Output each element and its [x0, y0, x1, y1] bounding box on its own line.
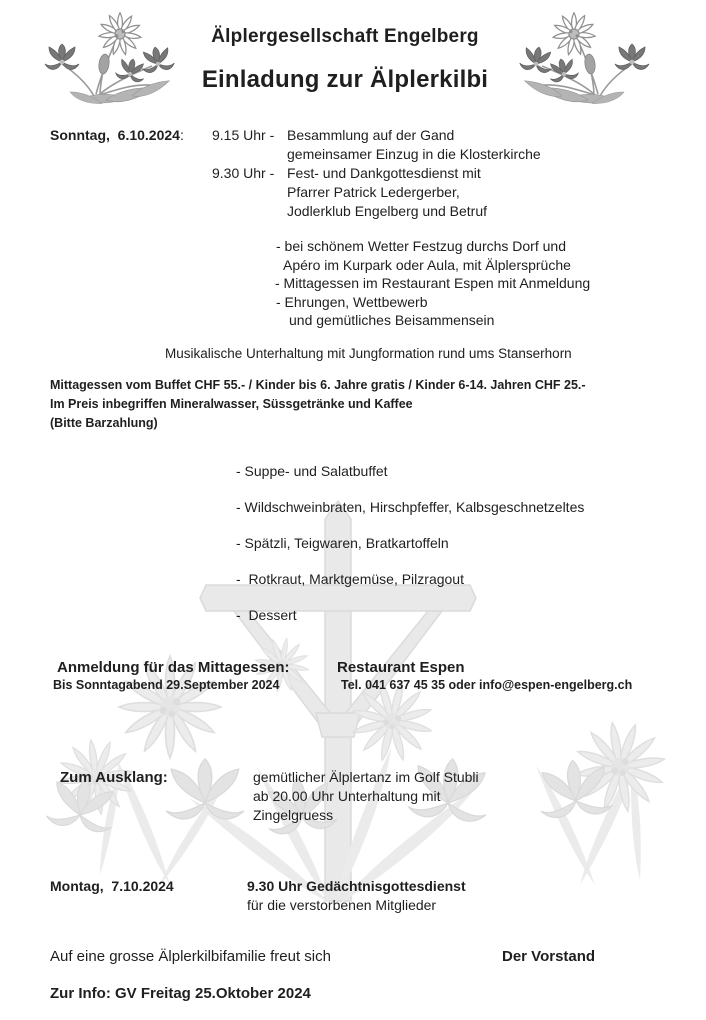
restaurant-name: Restaurant Espen	[337, 659, 465, 676]
signature: Der Vorstand	[502, 948, 596, 965]
evening-label: Zum Ausklang:	[60, 769, 168, 786]
page-title: Einladung zur Älplerkilbi	[201, 66, 489, 93]
evening-line: gemütlicher Älplertanz im Golf Stubli	[253, 769, 479, 785]
day2-date: Montag, 7.10.2024	[50, 878, 174, 894]
restaurant-contact: Tel. 041 637 45 35 oder info@espen-engelberg.ch	[341, 678, 633, 692]
bullet-line: - Ehrungen, Wettbewerb	[276, 294, 428, 310]
info-line: Zur Info: GV Freitag 25.Oktober 2024	[50, 985, 311, 1002]
day2-service-detail: für die verstorbenen Mitglieder	[247, 897, 437, 913]
schedule-date-colon: :	[179, 127, 184, 143]
society-name: Älplergesellschaft Engelberg	[211, 26, 479, 47]
bullet-line: - bei schönem Wetter Festzug durchs Dorf und	[276, 238, 566, 254]
schedule-line: gemeinsamer Einzug in die Klosterkirche	[287, 146, 541, 162]
schedule-line: Besammlung auf der Gand	[287, 127, 455, 143]
menu-item: - Spätzli, Teigwaren, Bratkartoffeln	[236, 535, 449, 551]
schedule-line: Pfarrer Patrick Ledergerber,	[287, 184, 460, 200]
pricing-line-2: Im Preis inbegriffen Mineralwasser, Süssgetränke und Kaffee	[50, 397, 413, 411]
schedule-date	[50, 126, 184, 145]
bullet-line: und gemütliches Beisammensein	[289, 312, 495, 328]
registration-deadline: Bis Sonntagabend 29.September 2024	[53, 678, 280, 692]
menu-item: - Suppe- und Salatbuffet	[236, 463, 388, 479]
pricing-line-3: (Bitte Barzahlung)	[50, 416, 158, 430]
bullet-line: - Mittagessen im Restaurant Espen mit Anmeldung	[275, 275, 591, 291]
menu-item: - Rotkraut, Marktgemüse, Pilzragout	[236, 571, 464, 587]
schedule-date-text: Sonntag, 6.10.2024	[50, 127, 180, 143]
evening-line: Zingelgruess	[253, 807, 334, 823]
schedule-time-2: 9.30 Uhr -	[212, 165, 275, 181]
closing-line: Auf eine grosse Älplerkilbifamilie freut sich	[50, 948, 331, 965]
day2-service: 9.30 Uhr Gedächtnisgottesdienst	[247, 878, 466, 894]
schedule-time-1: 9.15 Uhr -	[212, 127, 275, 143]
schedule-line: Fest- und Dankgottesdienst mit	[287, 165, 481, 181]
menu-item: - Dessert	[236, 607, 297, 623]
evening-line: ab 20.00 Uhr Unterhaltung mit	[253, 788, 441, 804]
bullet-line: Apéro im Kurpark oder Aula, mit Älplersprüche	[283, 257, 571, 273]
music-note: Musikalische Unterhaltung mit Jungformation rund ums Stanserhorn	[165, 346, 572, 361]
menu-item: - Wildschweinbraten, Hirschpfeffer, Kalbsgeschnetzeltes	[236, 499, 585, 515]
registration-label: Anmeldung für das Mittagessen:	[57, 659, 290, 676]
schedule-line: Jodlerklub Engelberg und Betruf	[287, 203, 488, 219]
pricing-line-1: Mittagessen vom Buffet CHF 55.- / Kinder bis 6. Jahre gratis / Kinder 6-14. Jahren CHF 25.-	[50, 378, 586, 392]
